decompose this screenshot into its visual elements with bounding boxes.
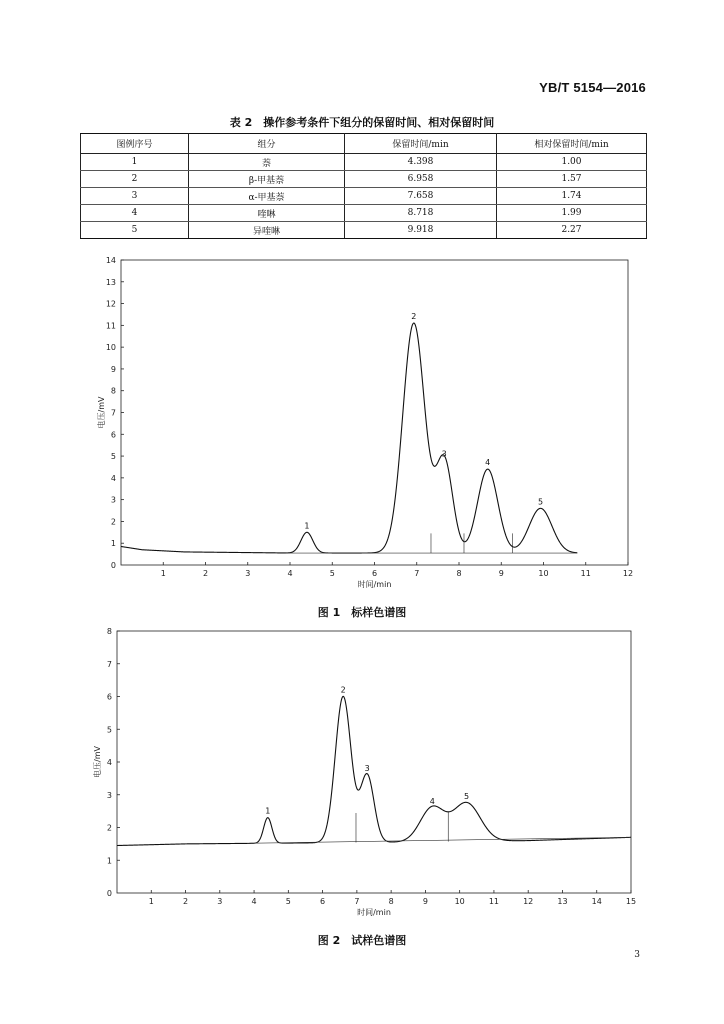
peak-label: 3 xyxy=(364,764,370,774)
y-tick-label: 7 xyxy=(110,408,116,418)
table-cell: 3 xyxy=(81,188,189,205)
chromatogram-trace xyxy=(121,323,577,553)
peak-label: 5 xyxy=(537,497,544,507)
column-header: 相对保留时间/min xyxy=(497,134,647,154)
y-tick-label: 1 xyxy=(110,539,116,549)
peak-label: 5 xyxy=(463,791,470,801)
y-tick-label: 6 xyxy=(110,430,116,440)
figure-1-caption: 图 1 标样色谱图 xyxy=(317,606,407,619)
plot-frame xyxy=(117,631,631,893)
x-tick-label: 12 xyxy=(523,897,534,906)
y-axis-label: 电压/mV xyxy=(97,396,106,429)
y-tick-label: 3 xyxy=(106,790,112,800)
table-cell: 1.57 xyxy=(497,171,647,188)
column-header: 图例序号 xyxy=(81,134,189,154)
y-tick-label: 1 xyxy=(106,856,112,866)
page-number: 3 xyxy=(634,950,640,960)
table-cell: 1.99 xyxy=(497,205,647,222)
table-cell: 2 xyxy=(81,171,189,188)
x-axis-label: 时间/min xyxy=(357,580,392,589)
x-tick-label: 6 xyxy=(320,897,326,906)
x-tick-label: 13 xyxy=(557,897,568,906)
y-tick-label: 4 xyxy=(106,758,112,767)
y-tick-label: 2 xyxy=(106,823,112,833)
x-tick-label: 1 xyxy=(148,897,154,906)
x-tick-label: 6 xyxy=(371,569,378,578)
x-tick-label: 7 xyxy=(414,569,420,578)
y-tick-label: 3 xyxy=(110,495,116,505)
x-tick-label: 2 xyxy=(182,897,189,906)
x-tick-label: 11 xyxy=(488,897,500,906)
x-tick-label: 15 xyxy=(625,897,637,906)
x-tick-label: 9 xyxy=(498,569,504,578)
x-tick-label: 7 xyxy=(354,897,360,906)
table-cell: 萘 xyxy=(189,154,345,171)
table-cell: β-甲基萘 xyxy=(189,171,345,188)
table-cell: 异喹啉 xyxy=(189,222,345,239)
column-header: 组分 xyxy=(189,134,345,154)
x-tick-label: 4 xyxy=(287,569,293,578)
x-tick-label: 1 xyxy=(160,569,166,578)
x-tick-label: 9 xyxy=(422,897,428,906)
standard-code: YB/T 5154—2016 xyxy=(539,80,646,95)
x-tick-label: 8 xyxy=(456,569,462,578)
table-title: 表 2 操作参考条件下组分的保留时间、相对保留时间 xyxy=(229,116,495,129)
x-tick-label: 3 xyxy=(217,897,223,906)
x-tick-label: 10 xyxy=(454,897,465,906)
y-axis-label: 电压/mV xyxy=(93,746,102,778)
peak-label: 1 xyxy=(304,521,310,531)
peak-label: 4 xyxy=(429,796,435,806)
y-tick-label: 2 xyxy=(110,517,116,527)
x-axis-label: 时间/min xyxy=(357,908,391,917)
x-tick-label: 14 xyxy=(591,897,602,906)
table-cell: α-甲基萘 xyxy=(189,188,345,205)
peak-label: 2 xyxy=(411,312,417,322)
y-tick-label: 5 xyxy=(110,452,116,462)
y-tick-label: 12 xyxy=(105,299,116,309)
y-tick-label: 8 xyxy=(106,627,112,636)
x-tick-label: 2 xyxy=(202,569,209,578)
x-tick-label: 11 xyxy=(580,569,591,578)
table-cell: 1.00 xyxy=(497,154,647,171)
plot-frame xyxy=(121,260,628,565)
x-tick-label: 10 xyxy=(538,569,549,578)
peak-label: 4 xyxy=(485,458,491,468)
y-tick-label: 11 xyxy=(105,321,116,331)
table-cell: 5 xyxy=(81,222,189,239)
integration-baseline xyxy=(251,837,631,843)
x-tick-label: 8 xyxy=(388,897,394,906)
y-tick-label-zero: 0 xyxy=(106,889,112,898)
x-tick-label: 4 xyxy=(251,897,257,906)
y-tick-label: 6 xyxy=(106,692,112,702)
table-cell: 7.658 xyxy=(345,188,497,205)
table-cell: 6.958 xyxy=(345,171,497,188)
y-tick-label: 8 xyxy=(110,386,116,396)
table-cell: 9.918 xyxy=(345,222,497,239)
chromatogram-trace xyxy=(117,696,631,845)
table-cell: 1 xyxy=(81,154,189,171)
x-tick-label: 5 xyxy=(329,569,335,578)
y-tick-label-zero: 0 xyxy=(110,561,116,570)
table-cell: 8.718 xyxy=(345,205,497,222)
y-tick-label: 9 xyxy=(110,364,116,374)
y-tick-label: 7 xyxy=(106,659,112,669)
x-tick-label: 3 xyxy=(245,569,251,578)
table-cell: 4 xyxy=(81,205,189,222)
table-cell: 2.27 xyxy=(497,222,647,239)
y-tick-label: 4 xyxy=(110,473,116,483)
table-cell: 4.398 xyxy=(345,154,497,171)
column-header: 保留时间/min xyxy=(345,134,497,154)
y-tick-label: 10 xyxy=(105,343,116,353)
y-tick-label: 13 xyxy=(105,277,116,287)
y-tick-label: 14 xyxy=(105,256,116,265)
table-cell: 喹啉 xyxy=(189,205,345,222)
y-tick-label: 5 xyxy=(106,725,112,735)
table-cell: 1.74 xyxy=(497,188,647,205)
peak-label: 1 xyxy=(265,806,271,816)
figure-2-caption: 图 2 试样色谱图 xyxy=(317,934,407,947)
peak-label: 2 xyxy=(340,685,346,695)
x-tick-label: 12 xyxy=(622,569,634,578)
x-tick-label: 5 xyxy=(285,897,291,906)
peak-label: 3 xyxy=(441,449,447,459)
